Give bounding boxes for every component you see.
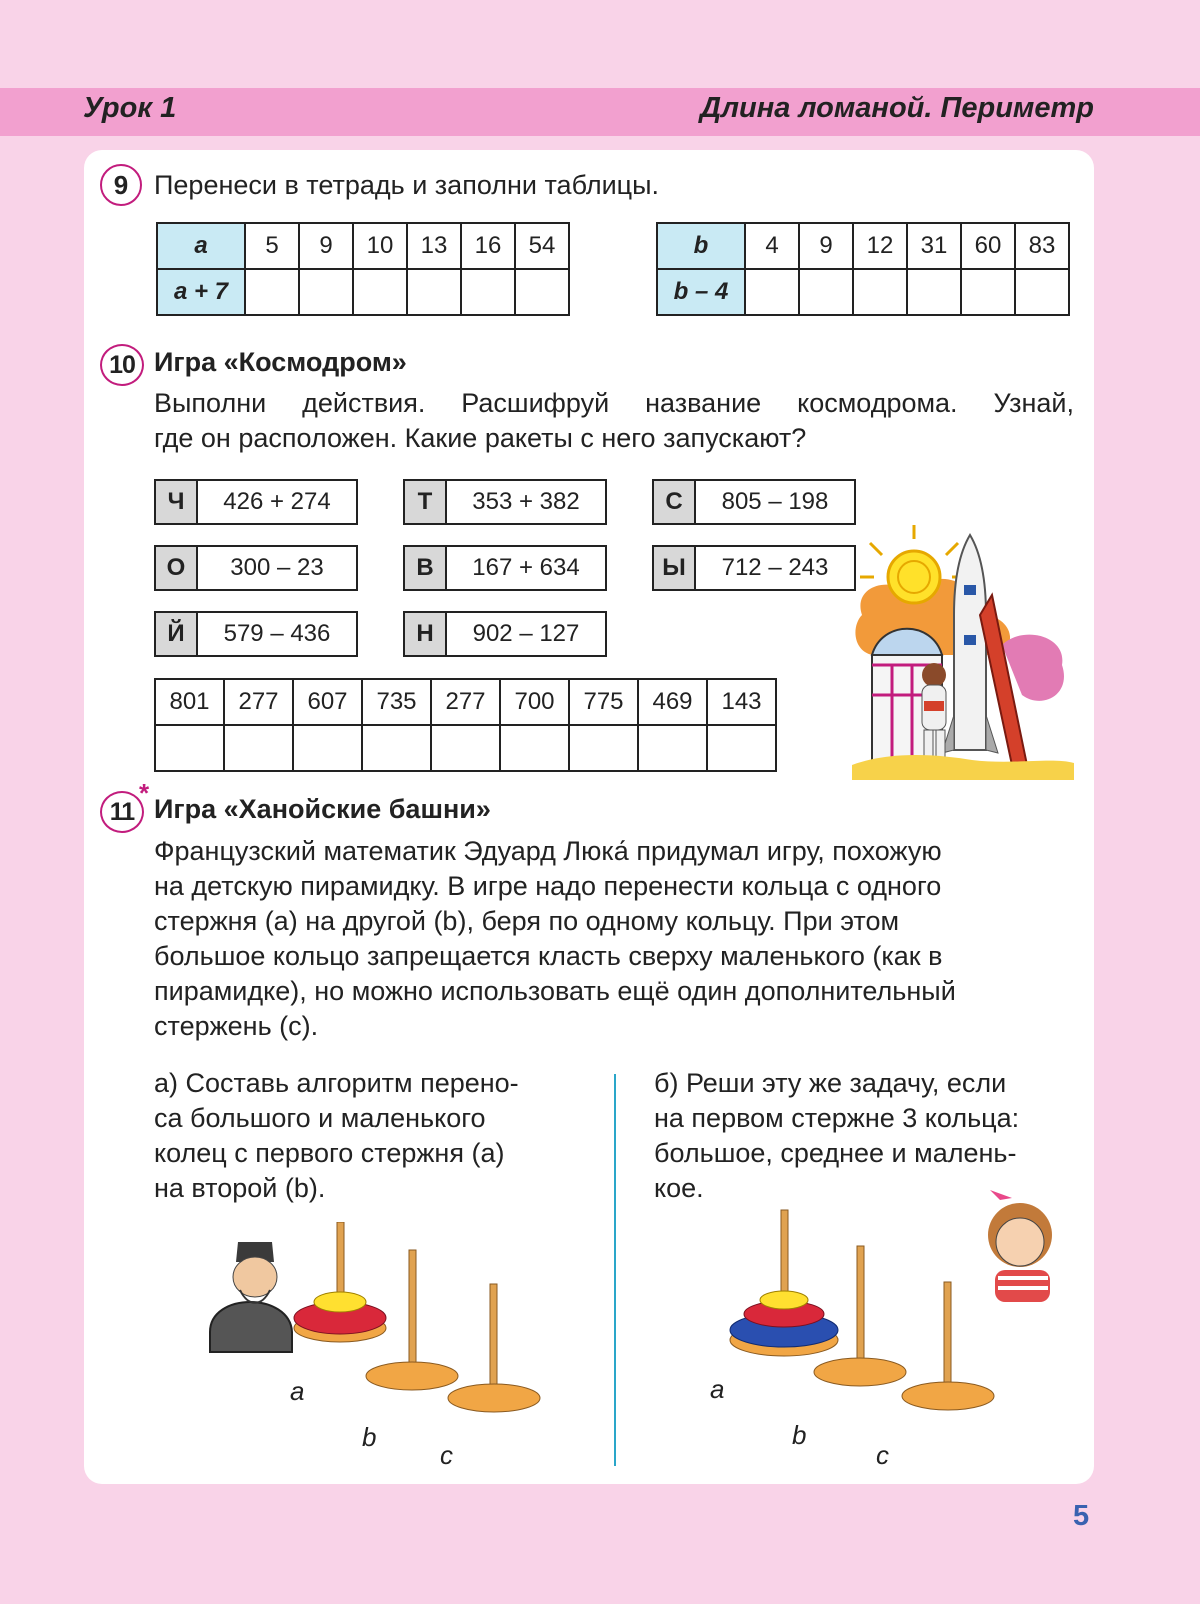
answer-letter-cell <box>569 725 638 771</box>
answer-letter-cell <box>293 725 362 771</box>
table-a-header: a <box>157 223 245 269</box>
task-box <box>154 479 358 525</box>
difficulty-star: * <box>139 778 150 808</box>
task-box <box>403 479 607 525</box>
table-a-value: 10 <box>353 223 407 269</box>
answer-letter-cell <box>362 725 431 771</box>
text-line: стержня (a) на другой (b), беря по одному кольцу. При этом <box>154 906 900 936</box>
empty-cell <box>245 269 299 315</box>
task-box <box>154 611 358 657</box>
answer-number: 735 <box>362 679 431 725</box>
ground <box>852 755 1074 780</box>
task-box <box>403 545 607 591</box>
text-line: са большого и маленького <box>154 1103 486 1133</box>
table-b-value: 12 <box>853 223 907 269</box>
empty-cell <box>353 269 407 315</box>
task-expression: 426 + 274 <box>223 488 331 515</box>
exercise-11-number: 11 <box>100 791 144 833</box>
task-box <box>652 545 856 591</box>
answer-number: 469 <box>638 679 707 725</box>
task-letter: Н <box>405 613 447 655</box>
cosmodrome-illustration <box>852 525 1074 780</box>
answer-letter-cell <box>155 725 224 771</box>
text-line: Французский математик Эдуард Люка́ придумал игру, похожую <box>154 836 942 866</box>
exercise-9-instruction: Перенеси в тетрадь и заполни таблицы. <box>154 170 660 200</box>
answer-table <box>154 678 777 772</box>
answer-number: 143 <box>707 679 776 725</box>
task-expression: 167 + 634 <box>472 554 580 581</box>
rod-label-b: b <box>362 1422 377 1452</box>
exercise-10-number: 10 <box>100 344 144 386</box>
exercise-10-text <box>154 386 1074 456</box>
part-a-text <box>154 1066 579 1206</box>
table-a-value: 54 <box>515 223 569 269</box>
answer-number: 277 <box>224 679 293 725</box>
table-b-value: 60 <box>961 223 1015 269</box>
rod-c <box>902 1282 994 1410</box>
task-box <box>403 611 607 657</box>
answer-number: 801 <box>155 679 224 725</box>
answer-letter-cell <box>224 725 293 771</box>
task-letter: Т <box>405 481 447 523</box>
text-line: большое кольцо запрещается класть сверху маленького (как в <box>154 941 943 971</box>
girl-icon <box>988 1190 1052 1302</box>
exercise-11-text <box>154 834 1074 1044</box>
task-expression: 902 – 127 <box>472 620 580 647</box>
hanoi-towers-a <box>200 1222 580 1462</box>
table-b-value: 31 <box>907 223 961 269</box>
task-letter: С <box>654 481 696 523</box>
table-b-value: 9 <box>799 223 853 269</box>
answer-letter-cell <box>431 725 500 771</box>
task-letter: О <box>156 547 198 589</box>
answer-number: 277 <box>431 679 500 725</box>
empty-cell <box>853 269 907 315</box>
column-divider <box>614 1074 616 1466</box>
table-a-value: 13 <box>407 223 461 269</box>
page-number: 5 <box>1073 1500 1090 1532</box>
answer-number: 607 <box>293 679 362 725</box>
rod-label-a: a <box>290 1376 305 1406</box>
text-line: колец с первого стержня (a) <box>154 1138 505 1168</box>
rod-c <box>448 1284 540 1412</box>
task-expression: 353 + 382 <box>472 488 580 515</box>
table-b-value: 83 <box>1015 223 1069 269</box>
table-a-value: 5 <box>245 223 299 269</box>
rod-b <box>814 1246 906 1386</box>
answer-number: 700 <box>500 679 569 725</box>
lesson-topic: Длина ломаной. Периметр <box>700 92 1094 124</box>
wise-man-icon <box>210 1242 292 1352</box>
exercise-11-title: Игра «Ханойские башни» <box>154 794 491 824</box>
task-letter: Й <box>156 613 198 655</box>
rod-a <box>730 1210 838 1356</box>
task-expression: 712 – 243 <box>721 554 829 581</box>
empty-cell <box>961 269 1015 315</box>
table-a-value: 9 <box>299 223 353 269</box>
exercise-10-title: Игра «Космодром» <box>154 347 407 377</box>
task-box <box>652 479 856 525</box>
text-line: а) Составь алгоритм перено- <box>154 1068 519 1098</box>
rod-label-c: c <box>440 1440 453 1470</box>
hanoi-towers-b <box>700 1190 1090 1460</box>
table-b-value: 4 <box>745 223 799 269</box>
table-a-row2-label: a + 7 <box>157 269 245 315</box>
empty-cell <box>907 269 961 315</box>
text-line: стержень (c). <box>154 1011 319 1041</box>
task-expression: 579 – 436 <box>223 620 331 647</box>
text-line: большое, среднее и малень- <box>654 1138 1017 1168</box>
text-line: б) Реши эту же задачу, если <box>654 1068 1007 1098</box>
text-line: на первом стержне 3 кольца: <box>654 1103 1020 1133</box>
task-expression: 300 – 23 <box>230 554 324 581</box>
rod-label-b: b <box>792 1420 807 1450</box>
empty-cell <box>407 269 461 315</box>
task-box <box>154 545 358 591</box>
table-a <box>156 222 570 316</box>
task-letter: Ч <box>156 481 198 523</box>
task-letter: В <box>405 547 447 589</box>
empty-cell <box>299 269 353 315</box>
lesson-label: Урок 1 <box>83 92 177 124</box>
rod-a <box>294 1222 386 1342</box>
text-line: где он расположен. Какие ракеты с него запускают? <box>154 423 807 453</box>
text-line: на детскую пирамидку. В игре надо перенести кольца с одного <box>154 871 942 901</box>
empty-cell <box>1015 269 1069 315</box>
empty-cell <box>745 269 799 315</box>
text-line: кое. <box>654 1173 704 1203</box>
task-letter: Ы <box>654 547 696 589</box>
table-b-header: b <box>657 223 745 269</box>
task-expression: 805 – 198 <box>721 488 829 515</box>
text-line: на второй (b). <box>154 1173 326 1203</box>
text-line: Выполни действия. Расшифруй название космодрома. Узнай, <box>154 388 1074 418</box>
table-a-value: 16 <box>461 223 515 269</box>
empty-cell <box>799 269 853 315</box>
answer-letter-cell <box>707 725 776 771</box>
empty-cell <box>461 269 515 315</box>
table-b <box>656 222 1070 316</box>
answer-letter-cell <box>638 725 707 771</box>
empty-cell <box>515 269 569 315</box>
answer-number: 775 <box>569 679 638 725</box>
rod-label-c: c <box>876 1440 889 1470</box>
part-b-text <box>654 1066 1074 1206</box>
rod-label-a: a <box>710 1374 725 1404</box>
answer-letter-cell <box>500 725 569 771</box>
exercise-9-number: 9 <box>100 164 142 206</box>
table-b-row2-label: b – 4 <box>657 269 745 315</box>
text-line: пирамидке), но можно использовать ещё один дополнительный <box>154 976 956 1006</box>
